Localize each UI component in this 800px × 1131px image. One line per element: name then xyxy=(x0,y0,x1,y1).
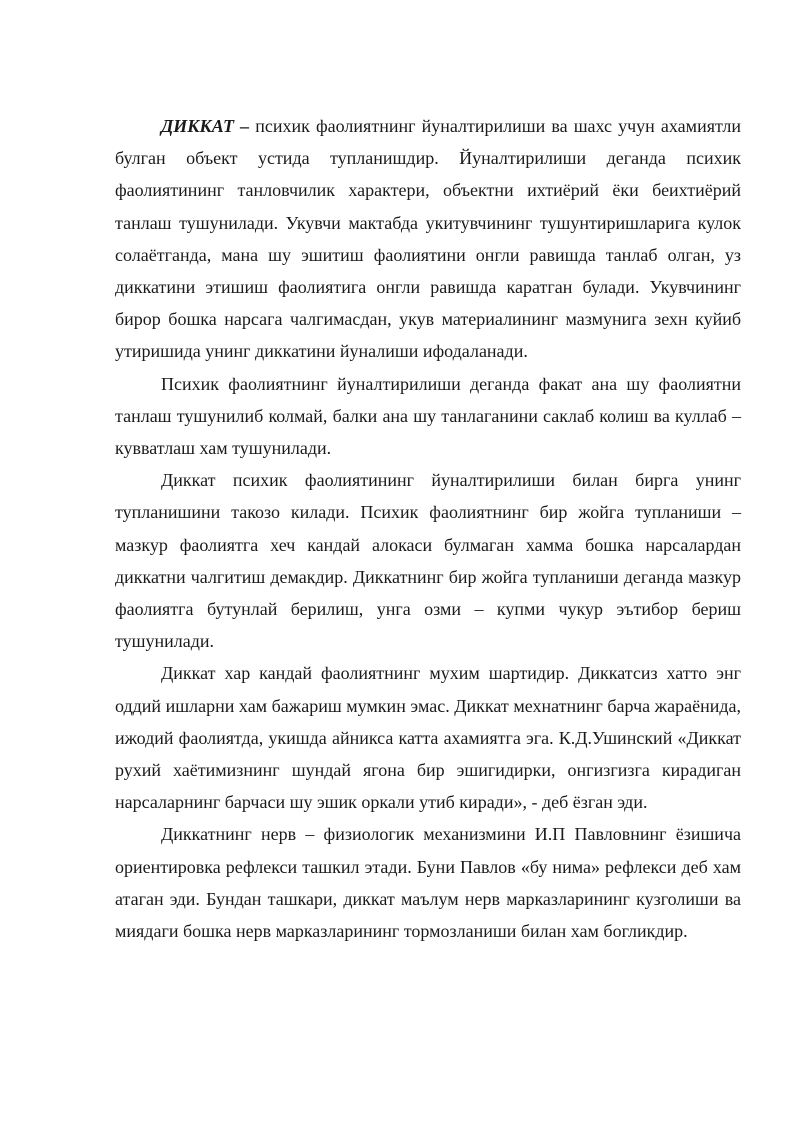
paragraph-physiology xyxy=(115,818,741,947)
paragraph-text: Психик фаолиятнинг йуналтирилиши деганда факат ана шу фаолиятни танлаш тушунилиб колмай, балки ана шу танлаганини саклаб колиш ва куллаб – кувватлаш хам тушунилади. xyxy=(115,373,741,459)
paragraph-direction xyxy=(115,368,741,465)
defined-term: ДИККАТ – xyxy=(161,116,250,136)
paragraph-text: Диккатнинг нерв – физиологик механизмини И.П Павловнинг ёзишича ориентировка рефлекси ташкил этади. Буни Павлов «бу нима» рефлекси деб хам атаган эди. Бундан ташкари, диккат маълум нерв марказларининг кузголиши ва миядаги бошка нерв марказларининг тормозланиши билан хам богликдир. xyxy=(115,824,741,942)
paragraph-definition xyxy=(115,110,741,368)
document-body xyxy=(115,110,741,947)
paragraph-text: Диккат хар кандай фаолиятнинг мухим шартидир. Диккатсиз хатто энг оддий ишларни хам бажариш мумкин эмас. Диккат мехнатнинг барча жараёнида, ижодий фаолиятда, укишда айникса катта ахамиятга эга. К.Д.Ушинский «Диккат рухий хаётимизнинг шундай ягона бир эшигидирки, онгизгизга кирадиган нарсаларнинг барчаси шу эшик оркали утиб киради», - деб ёзган эди. xyxy=(115,663,741,813)
paragraph-text: психик фаолиятнинг йуналтирилиши ва шахс учун ахамиятли булган объект устида тупланишдир. Йуналтирилиши деганда психик фаолиятининг танловчилик характери, объектни ихтиёрий ёки беихтиёрий танлаш тушунилади. Укувчи мактабда укитувчининг тушунтиришларига кулок солаётганда, мана шу эшитиш фаолиятини онгли равишда танлаб олган, уз диккатини этишиш фаолиятига онгли равишда каратган булади. Укувчининг бирор бошка нарсага чалгимасдан, укув материалининг мазмунига зехн куйиб утиришида унинг диккатини йуналиши ифодаланади. xyxy=(115,116,742,362)
paragraph-text: Диккат психик фаолиятининг йуналтирилиши билан бирга унинг тупланишини такозо килади. Психик фаолиятнинг бир жойга тупланиши – мазкур фаолиятга хеч кандай алокаси булмаган хамма бошка нарсалардан диккатни чалгитиш демакдир. Диккатнинг бир жойга тупланиши деганда мазкур фаолиятга бутунлай берилиш, унга озми – купми чукур эътибор бериш тушунилади. xyxy=(115,470,741,652)
paragraph-concentration xyxy=(115,464,741,657)
paragraph-importance xyxy=(115,657,741,818)
